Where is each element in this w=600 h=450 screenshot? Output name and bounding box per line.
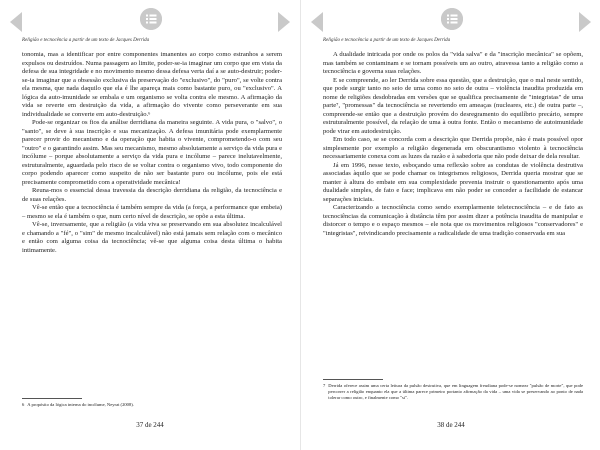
chevron-left-icon (6, 10, 26, 34)
menu-list-icon (140, 8, 162, 30)
footnotes (22, 402, 282, 408)
paragraph: Reuna-mos o essencial dessa travessia da descrição derridiana da religião, da tecnociência e de suas relações. (22, 187, 282, 203)
footnote (323, 383, 583, 400)
left-page-toolbar (0, 0, 300, 40)
page-number: 37 de 244 (136, 421, 164, 429)
running-header: Religião e tecnocência a partir de um texto de Jacques Derrida (22, 38, 150, 43)
paragraph: Vê-se, inversamente, que a religião (a vida viva se preservando em sua absolutez incalculável e chamando a "fé", o "sim" de mesmo incalculável) não está jamais sem relação com o mecânico e então com alguma coisa da tecnociência; vê-se que alguma coisa desta última o habita intimamente. (22, 221, 282, 254)
page-body (22, 51, 282, 255)
right-page-toolbar (301, 0, 600, 40)
page-body (323, 51, 583, 238)
chevron-left-icon (307, 10, 327, 34)
footnote-divider (22, 398, 82, 399)
left-menu-button[interactable] (140, 8, 162, 30)
footnote-divider (323, 379, 383, 380)
chevron-right-icon (575, 10, 595, 34)
footnote-text: Derrida oferece assim uma certa leitura da pulsão destrutiva, que em linguagem freudiana pode-se nomear "pulsão de morte", que pode percorrer a religião enquanto ela que a última parece primeiro portanto afirmação da vida – uma vida se preservando ao ponto de nada tolerar como outro, e finalmente como "si". (328, 383, 583, 400)
right-previous-page-button[interactable] (307, 10, 327, 34)
chevron-right-icon (274, 10, 294, 34)
paragraph: Já em 1996, nesse texto, esboçando uma reflexão sobre as condutas de violência destrutiva associadas àquilo que se pode chamar os integrismos religiosos, Derrida queria mostrar que se manter à altura do embate em sua complexidade prevenia instruir o questionamento após uma dualidade simples, de fato e face; implicava em não poder se conceder a facilidade de estancar separações iniciais. (323, 161, 583, 203)
paragraph: A dualidade intricada por onde os polos da "vida salva" e da "inscrição mecânica" se opõem, mas também se contaminam e se tornam possíveis um ao outro, atravessa tanto a religião como a tecnociência e governa suas relações. (323, 51, 583, 75)
paragraph: Caracterizando a tecnociência como sendo exemplarmente teletecnociência – e de fato as tecnociências da comunicação à distância têm por assim dizer a potência inaudita de manipular e distorcer o tempo e o espaço mesmos – ele nota que os movimentos religiosos "conservadores" e "integristas", reivindicando precisamente a radicalidade de uma tradição conservada em sua (323, 204, 583, 237)
footnote (22, 402, 282, 408)
page-number: 38 de 244 (437, 421, 465, 429)
paragraph: Vê-se então que a tecnociência é também sempre da vida (a força, a performance que embeia) – mesmo se ela é também o que, num certo nível de descrição, se opõe a esta última. (22, 204, 282, 220)
paragraph: Pode-se organizar os fios da análise derridiana da maneira seguinte. A vida pura, o "salvo", o "santo", se deve à sua inscrição e sua mecanização. A defesa imunitária pode exemplarmente parecer provir do mecanismo e da operação que habita o vivente, comprometendo-o com seu "outro" e o garantindo assim. Mas seu mecanismo, mesmo absolutamente a serviço da vida pura e incólume – porque absolutamente a serviço da vida pura e incólume – parece inelutavelmente, estruturalmente, aguardada pelo risco de se voltar contra o organismo vivo, todo componente do corpo podendo aparecer como suspeito de não ser bastante puro ou incólume, pois ele está precisamente comprometido com a operatividade mecânica! (22, 119, 282, 186)
paragraph: E se compreende, ao ler Derrida sobre essa questão, que a destruição, que o mal neste sentido, que pode surgir tanto no seio de uma como no seio de outra – violência inaudita produzida em nome de religiões desdobradas em versões que se qualifica precisamente de "integristas" de uma parte⁷, "promessas" da tecnociência se revertendo em ameaças (nucleares, etc.) de outra parte –, compreende-se então que a destruição provém do desregramento do equilíbrio precário, sempre estruturalmente possível, da relação de uma à outra fonte. Então o mecanismo de autoimunidade pode virar em autodestruição. (323, 76, 583, 135)
footnote-number: 6 (22, 402, 25, 407)
paragraph: tonomia, mas a identificar por entre componentes imanentes ao corpo como estranhos a serem expulsos ou destruídos. Numa passagem ao limite, poder-se-ia imaginar um corpo que em vista da defesa de sua integridade e no movimento mesmo dessa defesa verta daí a se auto-destruir; poder-se-ia imaginar que a obsessão exclusiva da preservação do "exclusivo", do "puro", se volte contra ela mesma, que nada daquilo que ela é lhe apareça mais como bastante puro, ou "exclusivo". A lógica da auto-imunidade se embala e um organismo se volta contra ele mesmo. A afirmação da vida se reverte em destruição da vida, a afirmação do vivente como perseverante em sua individualidade se converte em auto-destruição.⁶ (22, 51, 282, 118)
footnote-number: 7 (323, 383, 326, 388)
right-menu-button[interactable] (441, 8, 463, 30)
footnote-text: A propósito da lógica interna do incólume, Neyrat (2008). (27, 402, 134, 407)
menu-list-icon (441, 8, 463, 30)
right-page (300, 0, 600, 450)
previous-page-button[interactable] (6, 10, 26, 34)
next-page-button[interactable] (575, 10, 595, 34)
paragraph: Em todo caso, se se concorda com a descrição que Derrida propõe, não é mais possível opor simplesmente por exemplo a religião degenerada em obscurantismo violento à tecnociência necessariamente conexa com as luzes da razão e à sabedoria que não pode deixar de dela resultar. (323, 136, 583, 160)
left-next-page-button[interactable] (274, 10, 294, 34)
footnotes (323, 383, 583, 400)
running-header: Religião e tecnocência a partir de um texto de Jacques Derrida (323, 38, 451, 43)
